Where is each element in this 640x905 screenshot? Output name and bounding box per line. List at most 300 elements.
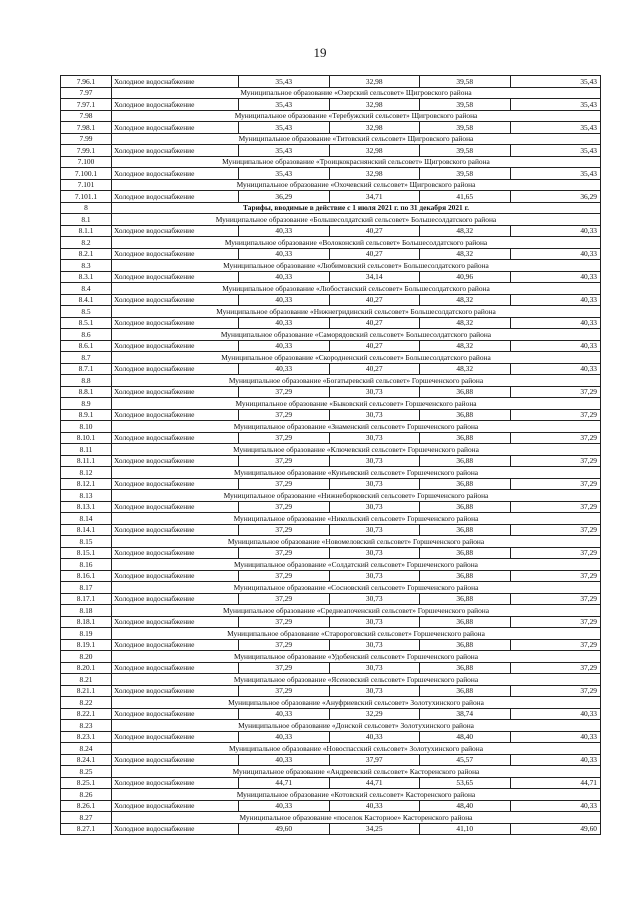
- tariff-value-1: 40,33: [239, 248, 330, 260]
- tariff-value-1: 35,43: [239, 145, 330, 157]
- tariff-value-1: 40,33: [239, 225, 330, 237]
- tariff-row: [61, 685, 601, 697]
- tariff-row: [61, 639, 601, 651]
- tariff-value-3: 48,32: [420, 317, 511, 329]
- tariff-table-body: [61, 76, 601, 835]
- tariff-value-4: 40,33: [510, 225, 601, 237]
- tariff-value-2: 30,73: [329, 386, 420, 398]
- service-name: Холодное водоснабжение: [112, 386, 239, 398]
- tariff-row: [61, 99, 601, 111]
- municipality-title: Муниципальное образование «Озерский сельсовет» Щигровского района: [112, 87, 601, 99]
- municipality-header-row: [61, 110, 601, 122]
- tariff-value-1: 37,29: [239, 547, 330, 559]
- tariff-value-1: 37,29: [239, 662, 330, 674]
- municipality-title: Муниципальное образование «Нижнеборковский сельсовет» Горшеченского района: [112, 490, 601, 502]
- tariff-value-3: 36,88: [420, 386, 511, 398]
- row-code: 7.101: [61, 179, 112, 191]
- row-code: 7.98.1: [61, 122, 112, 134]
- tariff-value-3: 36,88: [420, 685, 511, 697]
- tariff-row: [61, 455, 601, 467]
- tariff-value-4: 37,29: [510, 409, 601, 421]
- row-code: 8.4: [61, 283, 112, 295]
- tariff-row: [61, 294, 601, 306]
- tariff-value-4: 40,33: [510, 317, 601, 329]
- tariff-value-4: 40,33: [510, 294, 601, 306]
- tariff-row: [61, 823, 601, 835]
- tariff-value-4: 37,29: [510, 685, 601, 697]
- row-code: 8.23: [61, 720, 112, 732]
- tariff-row: [61, 363, 601, 375]
- municipality-header-row: [61, 375, 601, 387]
- tariff-row: [61, 501, 601, 513]
- tariff-row: [61, 317, 601, 329]
- tariff-value-2: 32,29: [329, 708, 420, 720]
- tariff-value-3: 39,58: [420, 145, 511, 157]
- municipality-header-row: [61, 329, 601, 341]
- tariff-value-4: 37,29: [510, 432, 601, 444]
- tariff-value-1: 40,33: [239, 271, 330, 283]
- municipality-header-row: [61, 467, 601, 479]
- tariff-value-2: 32,98: [329, 145, 420, 157]
- tariff-value-2: 30,73: [329, 685, 420, 697]
- municipality-header-row: [61, 87, 601, 99]
- section-title: Тарифы, вводимые в действие с 1 июля 2021 г. по 31 декабря 2021 г.: [112, 202, 601, 214]
- tariff-value-2: 30,73: [329, 570, 420, 582]
- service-name: Холодное водоснабжение: [112, 76, 239, 88]
- row-code: 8.8.1: [61, 386, 112, 398]
- row-code: 8.22.1: [61, 708, 112, 720]
- service-name: Холодное водоснабжение: [112, 248, 239, 260]
- row-code: 8.7.1: [61, 363, 112, 375]
- row-code: 8.16.1: [61, 570, 112, 582]
- municipality-header-row: [61, 605, 601, 617]
- municipality-title: Муниципальное образование «Солдатский сельсовет» Горшеченского района: [112, 559, 601, 571]
- page-number: 19: [313, 45, 327, 60]
- row-code: 8.13: [61, 490, 112, 502]
- tariff-value-3: 40,96: [420, 271, 511, 283]
- tariff-value-4: 35,43: [510, 122, 601, 134]
- row-code: 8.19.1: [61, 639, 112, 651]
- municipality-title: Муниципальное образование «Любимовский сельсовет» Большесолдатского района: [112, 260, 601, 272]
- tariff-value-3: 48,32: [420, 363, 511, 375]
- row-code: 7.97: [61, 87, 112, 99]
- row-code: 8.10.1: [61, 432, 112, 444]
- tariff-row: [61, 122, 601, 134]
- tariff-value-3: 48,32: [420, 294, 511, 306]
- municipality-title: Муниципальное образование «Ясеновский сельсовет» Горшеченского района: [112, 674, 601, 686]
- tariff-value-2: 40,27: [329, 340, 420, 352]
- tariff-row: [61, 616, 601, 628]
- tariff-row: [61, 386, 601, 398]
- municipality-title: Муниципальное образование «Любостанский сельсовет» Большесолдатского района: [112, 283, 601, 295]
- tariff-value-1: 37,29: [239, 501, 330, 513]
- tariff-value-3: 36,88: [420, 639, 511, 651]
- municipality-header-row: [61, 352, 601, 364]
- tariff-row: [61, 271, 601, 283]
- municipality-header-row: [61, 582, 601, 594]
- row-code: 8.12: [61, 467, 112, 479]
- tariff-value-4: 40,33: [510, 248, 601, 260]
- municipality-title: Муниципальное образование «Кунъевский сельсовет» Горшеченского района: [112, 467, 601, 479]
- tariff-value-4: 49,60: [510, 823, 601, 835]
- service-name: Холодное водоснабжение: [112, 662, 239, 674]
- tariff-value-3: 39,58: [420, 76, 511, 88]
- tariff-value-4: 36,29: [510, 191, 601, 203]
- row-code: 8.18: [61, 605, 112, 617]
- service-name: Холодное водоснабжение: [112, 294, 239, 306]
- row-code: 8.14.1: [61, 524, 112, 536]
- municipality-title: Муниципальное образование «Никольский сельсовет» Горшеченского района: [112, 513, 601, 525]
- row-code: 8.7: [61, 352, 112, 364]
- row-code: 8.9.1: [61, 409, 112, 421]
- row-code: 8.20: [61, 651, 112, 663]
- tariff-row: [61, 593, 601, 605]
- row-code: 8.24.1: [61, 754, 112, 766]
- tariff-row: [61, 777, 601, 789]
- tariff-value-1: 40,33: [239, 340, 330, 352]
- tariff-value-2: 34,25: [329, 823, 420, 835]
- service-name: Холодное водоснабжение: [112, 731, 239, 743]
- municipality-header-row: [61, 697, 601, 709]
- municipality-title: Муниципальное образование «Среднеапоченский сельсовет» Горшеченского района: [112, 605, 601, 617]
- service-name: Холодное водоснабжение: [112, 754, 239, 766]
- row-code: 8.22: [61, 697, 112, 709]
- tariff-value-1: 35,43: [239, 99, 330, 111]
- tariff-value-4: 35,43: [510, 99, 601, 111]
- row-code: 8.18.1: [61, 616, 112, 628]
- tariff-value-2: 32,98: [329, 76, 420, 88]
- service-name: Холодное водоснабжение: [112, 570, 239, 582]
- municipality-header-row: [61, 214, 601, 226]
- municipality-header-row: [61, 789, 601, 801]
- tariff-value-3: 36,88: [420, 570, 511, 582]
- tariff-value-4: 37,29: [510, 547, 601, 559]
- municipality-header-row: [61, 133, 601, 145]
- municipality-title: Муниципальное образование «Ключевский сельсовет» Горшеченского района: [112, 444, 601, 456]
- tariff-value-2: 30,73: [329, 432, 420, 444]
- tariff-value-2: 30,73: [329, 639, 420, 651]
- municipality-header-row: [61, 398, 601, 410]
- row-code: 8.25.1: [61, 777, 112, 789]
- tariff-row: [61, 191, 601, 203]
- municipality-title: Муниципальное образование «Титовский сельсовет» Щигровского района: [112, 133, 601, 145]
- municipality-header-row: [61, 674, 601, 686]
- tariff-value-2: 32,98: [329, 168, 420, 180]
- tariff-row: [61, 570, 601, 582]
- tariff-value-4: 35,43: [510, 168, 601, 180]
- tariff-value-2: 30,73: [329, 547, 420, 559]
- tariff-value-3: 48,40: [420, 731, 511, 743]
- service-name: Холодное водоснабжение: [112, 432, 239, 444]
- row-code: 8.23.1: [61, 731, 112, 743]
- section-header-row: [61, 202, 601, 214]
- row-code: 8.2.1: [61, 248, 112, 260]
- service-name: Холодное водоснабжение: [112, 501, 239, 513]
- municipality-header-row: [61, 628, 601, 640]
- row-code: 7.100: [61, 156, 112, 168]
- service-name: Холодное водоснабжение: [112, 593, 239, 605]
- tariff-value-1: 40,33: [239, 317, 330, 329]
- service-name: Холодное водоснабжение: [112, 99, 239, 111]
- tariff-value-4: 40,33: [510, 363, 601, 375]
- service-name: Холодное водоснабжение: [112, 145, 239, 157]
- row-code: 8.12.1: [61, 478, 112, 490]
- tariff-value-4: 40,33: [510, 708, 601, 720]
- tariff-value-3: 36,88: [420, 662, 511, 674]
- tariff-row: [61, 708, 601, 720]
- tariff-value-2: 40,27: [329, 317, 420, 329]
- tariff-value-2: 30,73: [329, 524, 420, 536]
- row-code: 8.15: [61, 536, 112, 548]
- service-name: Холодное водоснабжение: [112, 225, 239, 237]
- tariff-value-1: 40,33: [239, 363, 330, 375]
- row-code: 8.13.1: [61, 501, 112, 513]
- tariff-value-3: 45,57: [420, 754, 511, 766]
- tariff-value-1: 35,43: [239, 122, 330, 134]
- service-name: Холодное водоснабжение: [112, 340, 239, 352]
- municipality-header-row: [61, 237, 601, 249]
- municipality-title: Муниципальное образование «Троицкокраснянский сельсовет» Щигровского района: [112, 156, 601, 168]
- tariff-row: [61, 524, 601, 536]
- tariff-value-4: 37,29: [510, 593, 601, 605]
- tariff-row: [61, 145, 601, 157]
- tariff-value-2: 30,73: [329, 455, 420, 467]
- tariff-value-1: 40,33: [239, 754, 330, 766]
- service-name: Холодное водоснабжение: [112, 708, 239, 720]
- municipality-title: Муниципальное образование «Саморядовский сельсовет» Большесолдатского района: [112, 329, 601, 341]
- tariff-row: [61, 432, 601, 444]
- tariff-row: [61, 731, 601, 743]
- tariff-value-2: 30,73: [329, 593, 420, 605]
- tariff-value-3: 41,10: [420, 823, 511, 835]
- tariff-value-2: 40,33: [329, 800, 420, 812]
- service-name: Холодное водоснабжение: [112, 409, 239, 421]
- row-code: 8.1.1: [61, 225, 112, 237]
- tariff-row: [61, 340, 601, 352]
- row-code: 8.15.1: [61, 547, 112, 559]
- row-code: 8.5: [61, 306, 112, 318]
- municipality-header-row: [61, 444, 601, 456]
- tariff-value-1: 37,29: [239, 432, 330, 444]
- service-name: Холодное водоснабжение: [112, 639, 239, 651]
- service-name: Холодное водоснабжение: [112, 168, 239, 180]
- tariff-value-2: 32,98: [329, 122, 420, 134]
- tariff-value-3: 36,88: [420, 547, 511, 559]
- row-code: 8.1: [61, 214, 112, 226]
- tariff-value-1: 44,71: [239, 777, 330, 789]
- row-code: 8.11: [61, 444, 112, 456]
- tariff-row: [61, 76, 601, 88]
- municipality-title: Муниципальное образование «Нижнегридинский сельсовет» Большесолдатского района: [112, 306, 601, 318]
- tariff-value-1: 37,29: [239, 478, 330, 490]
- tariff-value-3: 36,88: [420, 409, 511, 421]
- municipality-header-row: [61, 260, 601, 272]
- row-code: 8.16: [61, 559, 112, 571]
- tariff-row: [61, 754, 601, 766]
- tariff-value-4: 40,33: [510, 754, 601, 766]
- tariff-value-3: 48,32: [420, 248, 511, 260]
- tariff-value-1: 40,33: [239, 708, 330, 720]
- tariff-value-2: 40,27: [329, 248, 420, 260]
- row-code: 8.27: [61, 812, 112, 824]
- municipality-title: Муниципальное образование «Сосновский сельсовет» Горшеченского района: [112, 582, 601, 594]
- tariff-value-1: 37,29: [239, 524, 330, 536]
- row-code: 8.2: [61, 237, 112, 249]
- tariff-row: [61, 409, 601, 421]
- row-code: 8.8: [61, 375, 112, 387]
- tariff-value-3: 36,88: [420, 501, 511, 513]
- tariff-value-1: 35,43: [239, 76, 330, 88]
- tariff-value-2: 40,27: [329, 225, 420, 237]
- row-code: 8.21.1: [61, 685, 112, 697]
- municipality-title: Муниципальное образование «Старороговский сельсовет» Горшеченского района: [112, 628, 601, 640]
- tariff-value-1: 37,29: [239, 639, 330, 651]
- row-code: 7.99.1: [61, 145, 112, 157]
- row-code: 7.97.1: [61, 99, 112, 111]
- row-code: 7.100.1: [61, 168, 112, 180]
- tariff-value-1: 40,33: [239, 800, 330, 812]
- tariff-value-4: 37,29: [510, 455, 601, 467]
- municipality-title: Муниципальное образование «Котовский сельсовет» Касторенского района: [112, 789, 601, 801]
- row-code: 8.26: [61, 789, 112, 801]
- row-code: 8.20.1: [61, 662, 112, 674]
- tariff-value-4: 37,29: [510, 662, 601, 674]
- tariff-row: [61, 800, 601, 812]
- municipality-header-row: [61, 421, 601, 433]
- tariff-value-4: 37,29: [510, 386, 601, 398]
- service-name: Холодное водоснабжение: [112, 191, 239, 203]
- tariff-row: [61, 168, 601, 180]
- tariff-value-1: 37,29: [239, 570, 330, 582]
- tariff-value-1: 35,43: [239, 168, 330, 180]
- tariff-value-3: 48,32: [420, 225, 511, 237]
- municipality-title: Муниципальное образование «Теребужский сельсовет» Щигровского района: [112, 110, 601, 122]
- tariff-value-2: 40,27: [329, 363, 420, 375]
- tariff-value-3: 53,65: [420, 777, 511, 789]
- tariff-value-3: 38,74: [420, 708, 511, 720]
- tariff-value-2: 34,71: [329, 191, 420, 203]
- tariff-value-2: 30,73: [329, 409, 420, 421]
- municipality-header-row: [61, 306, 601, 318]
- municipality-header-row: [61, 283, 601, 295]
- tariff-value-3: 36,88: [420, 432, 511, 444]
- tariff-value-3: 39,58: [420, 99, 511, 111]
- service-name: Холодное водоснабжение: [112, 685, 239, 697]
- municipality-title: Муниципальное образование «поселок Касторное» Касторенского района: [112, 812, 601, 824]
- municipality-title: Муниципальное образование «Ануфриевский сельсовет» Золотухинского района: [112, 697, 601, 709]
- municipality-title: Муниципальное образование «Удобенский сельсовет» Горшеченского района: [112, 651, 601, 663]
- service-name: Холодное водоснабжение: [112, 122, 239, 134]
- municipality-header-row: [61, 651, 601, 663]
- tariff-value-4: 37,29: [510, 639, 601, 651]
- tariff-value-2: 40,27: [329, 294, 420, 306]
- municipality-title: Муниципальное образование «Знаменский сельсовет» Горшеченского района: [112, 421, 601, 433]
- tariff-row: [61, 248, 601, 260]
- tariff-value-3: 36,88: [420, 478, 511, 490]
- municipality-header-row: [61, 812, 601, 824]
- tariff-row: [61, 662, 601, 674]
- tariff-row: [61, 478, 601, 490]
- service-name: Холодное водоснабжение: [112, 317, 239, 329]
- tariff-value-1: 37,29: [239, 386, 330, 398]
- municipality-title: Муниципальное образование «Большесолдатский сельсовет» Большесолдатского района: [112, 214, 601, 226]
- service-name: Холодное водоснабжение: [112, 363, 239, 375]
- municipality-header-row: [61, 490, 601, 502]
- tariff-value-3: 36,88: [420, 616, 511, 628]
- municipality-header-row: [61, 536, 601, 548]
- municipality-title: Муниципальное образование «Быковский сельсовет» Горшеченского района: [112, 398, 601, 410]
- row-code: 7.99: [61, 133, 112, 145]
- tariff-value-3: 41,65: [420, 191, 511, 203]
- row-code: 8.3.1: [61, 271, 112, 283]
- tariff-value-2: 30,73: [329, 501, 420, 513]
- row-code: 8.25: [61, 766, 112, 778]
- tariff-row: [61, 547, 601, 559]
- tariff-value-2: 44,71: [329, 777, 420, 789]
- service-name: Холодное водоснабжение: [112, 524, 239, 536]
- row-code: 8: [61, 202, 112, 214]
- tariff-value-1: 37,29: [239, 685, 330, 697]
- service-name: Холодное водоснабжение: [112, 777, 239, 789]
- service-name: Холодное водоснабжение: [112, 800, 239, 812]
- tariff-value-2: 32,98: [329, 99, 420, 111]
- tariff-value-1: 40,33: [239, 294, 330, 306]
- tariff-value-3: 48,40: [420, 800, 511, 812]
- tariff-value-2: 30,73: [329, 616, 420, 628]
- row-code: 8.4.1: [61, 294, 112, 306]
- service-name: Холодное водоснабжение: [112, 547, 239, 559]
- row-code: 8.9: [61, 398, 112, 410]
- municipality-title: Муниципальное образование «Донской сельсовет» Золотухинского района: [112, 720, 601, 732]
- tariff-value-3: 48,32: [420, 340, 511, 352]
- tariff-table: [60, 75, 601, 835]
- tariff-value-3: 36,88: [420, 524, 511, 536]
- tariff-value-4: 40,33: [510, 271, 601, 283]
- row-code: 8.17.1: [61, 593, 112, 605]
- tariff-value-2: 30,73: [329, 662, 420, 674]
- municipality-title: Муниципальное образование «Богатыревский сельсовет» Горшеченского района: [112, 375, 601, 387]
- tariff-value-3: 39,58: [420, 168, 511, 180]
- tariff-value-4: 40,33: [510, 340, 601, 352]
- tariff-value-1: 37,29: [239, 616, 330, 628]
- tariff-value-3: 39,58: [420, 122, 511, 134]
- row-code: 8.6: [61, 329, 112, 341]
- row-code: 8.10: [61, 421, 112, 433]
- row-code: 8.24: [61, 743, 112, 755]
- tariff-value-2: 34,14: [329, 271, 420, 283]
- service-name: Холодное водоснабжение: [112, 271, 239, 283]
- municipality-title: Муниципальное образование «Скородненский сельсовет» Большесолдатского района: [112, 352, 601, 364]
- tariff-value-4: 37,29: [510, 524, 601, 536]
- row-code: 8.21: [61, 674, 112, 686]
- tariff-value-1: 37,29: [239, 455, 330, 467]
- tariff-value-2: 30,73: [329, 478, 420, 490]
- row-code: 8.14: [61, 513, 112, 525]
- tariff-value-4: 40,33: [510, 800, 601, 812]
- row-code: 7.96.1: [61, 76, 112, 88]
- tariff-value-1: 40,33: [239, 731, 330, 743]
- tariff-value-1: 37,29: [239, 593, 330, 605]
- municipality-title: Муниципальное образование «Андреевский сельсовет» Касторенского района: [112, 766, 601, 778]
- service-name: Холодное водоснабжение: [112, 823, 239, 835]
- municipality-header-row: [61, 513, 601, 525]
- municipality-title: Муниципальное образование «Охочевский сельсовет» Щигровского района: [112, 179, 601, 191]
- municipality-header-row: [61, 559, 601, 571]
- row-code: 8.27.1: [61, 823, 112, 835]
- municipality-header-row: [61, 743, 601, 755]
- tariff-value-1: 37,29: [239, 409, 330, 421]
- tariff-value-4: 35,43: [510, 145, 601, 157]
